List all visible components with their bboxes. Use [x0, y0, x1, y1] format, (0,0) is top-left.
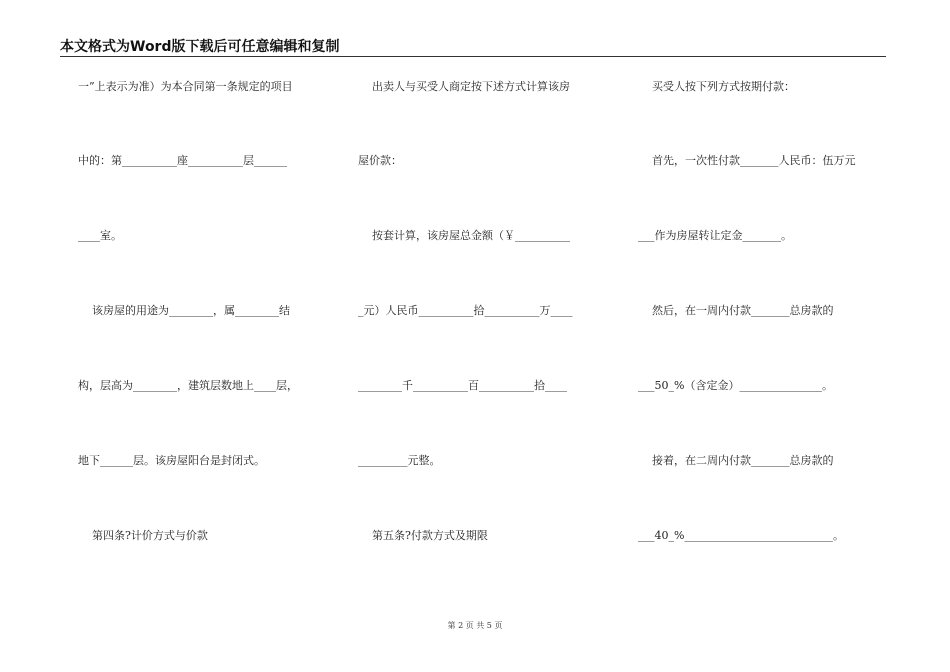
- text-line: 构，层高为________，建筑层数地上____层，: [78, 379, 298, 392]
- text-line: ___40_%___________________________。: [638, 529, 844, 542]
- text-line: ___50_%（含定金）_______________。: [638, 379, 833, 392]
- text-line: 第四条?计价方式与价款: [78, 529, 208, 542]
- text-line: ____室。: [78, 229, 122, 242]
- text-line: _元）人民币__________拾__________万____: [358, 304, 573, 317]
- text-column-3: [638, 0, 893, 672]
- text-line: 出卖人与买受人商定按下述方式计算该房: [358, 80, 570, 93]
- text-column-2: [358, 0, 613, 672]
- page-number: 第 2 页 共 5 页: [447, 621, 503, 630]
- text-line: ________千__________百__________拾____: [358, 379, 567, 392]
- text-line: 地下______层。该房屋阳台是封闭式。: [78, 454, 265, 467]
- text-line: 接着，在二周内付款_______总房款的: [638, 454, 834, 467]
- document-title: 本文格式为Word版下载后可任意编辑和复制: [60, 39, 340, 55]
- text-line: ___作为房屋转让定金_______。: [638, 229, 792, 242]
- text-line: 首先，一次性付款_______人民币：伍万元: [638, 154, 856, 167]
- text-line: 中的：第__________座__________层______: [78, 154, 287, 167]
- text-column-1: [78, 0, 328, 672]
- text-line: 按套计算，该房屋总金额（￥__________: [358, 229, 570, 242]
- text-line: _________元整。: [358, 454, 441, 467]
- text-line: 该房屋的用途为________，属________结: [78, 304, 290, 317]
- text-line: 买受人按下列方式按期付款：: [638, 80, 795, 93]
- text-line: 屋价款：: [358, 154, 402, 167]
- text-line: 一”上表示为准）为本合同第一条规定的项目: [78, 80, 293, 93]
- text-line: 然后，在一周内付款_______总房款的: [638, 304, 834, 317]
- text-line: 第五条?付款方式及期限: [358, 529, 488, 542]
